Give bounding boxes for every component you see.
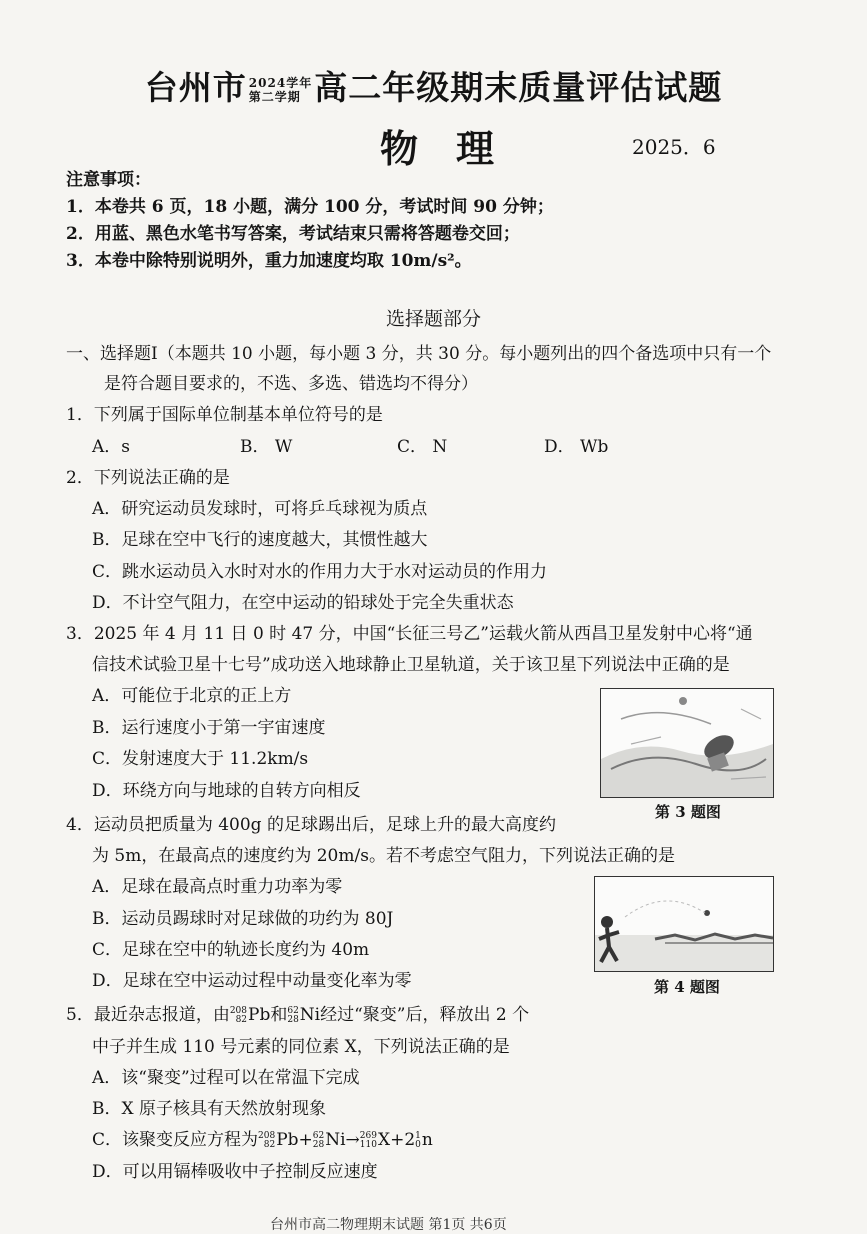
q3-option-d: D．环绕方向与地球的自转方向相反 [92, 781, 361, 801]
note-item: 3．本卷中除特别说明外，重力加速度均取 10m/s²。 [66, 251, 472, 271]
satellite-launch-sketch [601, 689, 773, 797]
q4-option-d: D．足球在空中运动过程中动量变化率为零 [92, 971, 412, 991]
exam-title: 台州市 2024学年 第二学期 高二年级期末质量评估试题 [144, 68, 723, 107]
q3-stem: 3．2025 年 4 月 11 日 0 时 47 分，中国“长征三号乙”运载火箭从西昌卫星发射中心将“通 [66, 624, 753, 644]
q1-stem: 1．下列属于国际单位制基本单位符号的是 [66, 405, 383, 425]
q4-option-a: A．足球在最高点时重力功率为零 [92, 877, 343, 897]
school-year: 2024学年 第二学期 [248, 76, 313, 104]
q5-option-b: B．X 原子核具有天然放射现象 [92, 1099, 326, 1119]
note-item: 1．本卷共 6 页，18 小题，满分 100 分，考试时间 90 分钟； [66, 197, 554, 217]
q1-option-c: C． N [397, 437, 448, 457]
notes-heading: 注意事项： [66, 170, 151, 190]
q4-stem-cont: 为 5m，在最高点的速度约为 20m/s。若不考虑空气阻力，下列说法正确的是 [92, 846, 675, 866]
q1-option-a: A．s [92, 437, 131, 457]
q4-figure-image [594, 876, 774, 972]
q2-option-b: B．足球在空中飞行的速度越大，其惯性越大 [92, 530, 428, 550]
q3-option-c: C．发射速度大于 11.2km/s [92, 749, 309, 769]
q5-option-c: C．该聚变反应方程为208 82Pb+62 28Ni→269 110X+21 0n [92, 1130, 433, 1150]
q2-option-a: A．研究运动员发球时，可将乒乓球视为质点 [92, 499, 428, 519]
q3-figure-image [600, 688, 774, 798]
section-title: 选择题部分 [385, 308, 481, 330]
part-heading: 一、选择题Ⅰ（本题共 10 小题，每小题 3 分，共 30 分。每小题列出的四个备选项中只有一个 [66, 344, 772, 364]
ni-isotope-numbers: 62 28 [287, 1005, 299, 1025]
q4-option-c: C．足球在空中的轨迹长度约为 40m [92, 940, 370, 960]
q5-stem: 5．最近杂志报道，由208 82Pb和62 28Ni经过“聚变”后，释放出 2 个 [66, 1005, 530, 1025]
q2-stem: 2．下列说法正确的是 [66, 468, 230, 488]
q3-option-b: B．运行速度小于第一宇宙速度 [92, 718, 326, 738]
q5-option-a: A．该“聚变”过程可以在常温下完成 [92, 1068, 360, 1088]
q1-option-b: B． W [240, 437, 293, 457]
reaction-arrow: → [345, 1130, 360, 1150]
q5-option-d: D．可以用镉棒吸收中子控制反应速度 [92, 1162, 378, 1182]
subject-title: 物理 [380, 126, 533, 171]
q3-figure-caption: 第 3 题图 [655, 803, 721, 821]
q4-option-b: B．运动员踢球时对足球做的功约为 80J [92, 909, 394, 929]
football-kick-sketch [595, 877, 773, 971]
q3-option-a: A．可能位于北京的正上方 [92, 686, 292, 706]
q3-stem-cont: 信技术试验卫星十七号”成功送入地球静止卫星轨道，关于该卫星下列说法中正确的是 [92, 655, 730, 675]
q4-figure-caption: 第 4 题图 [654, 978, 720, 996]
q2-option-d: D．不计空气阻力，在空中运动的铅球处于完全失重状态 [92, 593, 514, 613]
q4-stem: 4．运动员把质量为 400g 的足球踢出后，足球上升的最大高度约 [66, 815, 556, 835]
q5-stem-cont: 中子并生成 110 号元素的同位素 X，下列说法正确的是 [92, 1037, 510, 1057]
note-item: 2．用蓝、黑色水笔书写答案，考试结束只需将答题卷交回； [66, 224, 520, 244]
q1-option-d: D． Wb [544, 437, 609, 457]
q2-option-c: C．跳水运动员入水时对水的作用力大于水对运动员的作用力 [92, 562, 548, 582]
page-footer: 台州市高二物理期末试题 第1页 共6页 [270, 1217, 507, 1233]
exam-date: 2025．6 [632, 135, 716, 159]
part-heading-cont: 是符合题目要求的，不选、多选、错选均不得分） [104, 374, 478, 394]
pb-isotope-numbers: 208 82 [229, 1005, 248, 1025]
